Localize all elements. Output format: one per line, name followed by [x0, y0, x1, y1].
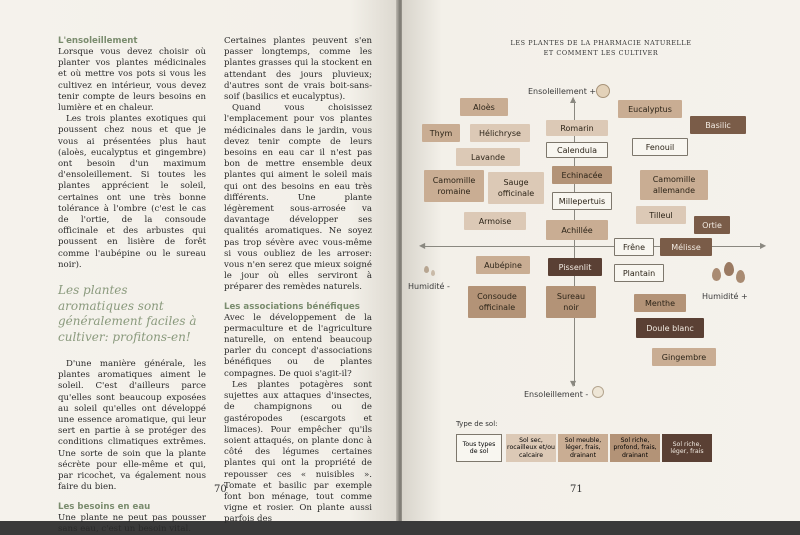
- plant-sureau: Sureau noir: [546, 286, 596, 318]
- page-number-left: 70: [214, 484, 227, 495]
- plant-doule: Doule blanc: [636, 318, 704, 338]
- plant-aubepine: Aubépine: [476, 256, 530, 274]
- paragraph: D'une manière générale, les plantes aromatiques aiment le soleil. C'est d'ailleurs parce qu'elles sont beaucoup exposées au soleil qu'elles ont développé une essence aromatique, qui leur sert en partie à se protéger des conditions climatiques extrêmes. Une sorte de soin que la plante sécrète pour elle-même et qui, par ricochet, va également nous faire du bien.: [58, 359, 206, 493]
- plant-romarin: Romarin: [546, 120, 608, 136]
- heading-besoins-eau: Les besoins en eau: [58, 501, 151, 512]
- axis-label-right: Humidité +: [702, 292, 748, 301]
- plant-camomille-allemande: Camomille allemande: [640, 170, 708, 200]
- page-title: [402, 38, 800, 58]
- heading-ensoleillement: L'ensoleillement: [58, 36, 138, 46]
- plant-millepertuis: Millepertuis: [552, 192, 612, 210]
- right-page: [402, 0, 800, 521]
- left-column-1: [58, 36, 206, 535]
- arrow-up-icon: ▲: [570, 95, 577, 104]
- plant-frene: Frêne: [614, 238, 654, 256]
- plant-tilleul: Tilleul: [636, 206, 686, 224]
- plant-thym: Thym: [422, 124, 460, 142]
- axis-label-top: Ensoleillement +: [528, 87, 597, 96]
- plant-aloes: Aloès: [460, 98, 508, 116]
- axis-label-bottom: Ensoleillement -: [524, 390, 589, 399]
- page-number-right: 71: [570, 484, 583, 495]
- paragraph: Certaines plantes peuvent s'en passer longtemps, comme les plantes grasses qui la stockent en attendant des jours pluvieux; d'autres sont de vrais boit-sans-soif (basilics et eucalyptus).: [224, 36, 372, 103]
- plant-fenouil: Fenouil: [632, 138, 688, 156]
- arrow-down-icon: ▼: [570, 379, 577, 388]
- plant-helichryse: Hélichryse: [470, 124, 530, 142]
- water-drop-icon: [424, 266, 429, 273]
- legend-item-sol-meuble: Sol meuble, léger, frais, drainant: [558, 434, 608, 462]
- plant-armoise: Armoise: [464, 212, 526, 230]
- water-drop-icon: [712, 268, 721, 281]
- plant-menthe: Menthe: [634, 294, 686, 312]
- page-title-line-2: ET COMMENT LES CULTIVER: [543, 49, 659, 57]
- plant-gingembre: Gingembre: [652, 348, 716, 366]
- plant-plantain: Plantain: [614, 264, 664, 282]
- plant-melisse: Mélisse: [660, 238, 712, 256]
- plant-achillee: Achillée: [546, 220, 608, 240]
- paragraph: Une plante ne peut pas pousser sans eau, c'est un besoin vital.: [58, 512, 206, 534]
- legend-item-tous-types: Tous types de sol: [456, 434, 502, 462]
- plant-pissenlit: Pissenlit: [548, 258, 602, 276]
- plant-echinacee: Echinacée: [552, 166, 612, 184]
- arrow-left-icon: ◀: [419, 241, 426, 250]
- horizontal-axis: [424, 246, 764, 247]
- plant-lavande: Lavande: [456, 148, 520, 166]
- water-drop-icon: [736, 270, 745, 283]
- page-title-line-1: LES PLANTES DE LA PHARMACIE NATURELLE: [510, 39, 692, 47]
- pull-quote: Les plantes aromatiques sont généralement faciles à cultiver: profitons-en!: [58, 283, 197, 344]
- legend-item-sol-riche-leger: Sol riche, léger, frais: [662, 434, 712, 462]
- plant-eucalyptus: Eucalyptus: [618, 100, 682, 118]
- left-column-2: [224, 36, 372, 526]
- paragraph: Avec le développement de la permaculture et de l'agriculture naturelle, on entend beaucoup parler du concept d'associations bénéfiques ou de plantes compagnes. De quoi s'agit-il?: [224, 312, 372, 379]
- water-drop-icon: [431, 270, 435, 276]
- plant-camomille-romaine: Camomille romaine: [424, 170, 484, 202]
- paragraph: Les plantes potagères sont sujettes aux attaques d'insectes, de champignons ou de gastéropodes (escargots et limaces). Pour empêcher qu'ils soient attaqués, on plante donc à côté des légumes certaines plantes qui ont la propriété de repousser ces « nuisibles ». Tomate et basilic par exemple font bon ménage, tout comme vigne et rosier. On plante aussi parfois des: [224, 379, 372, 525]
- plant-calendula: Calendula: [546, 142, 608, 158]
- heading-associations: Les associations bénéfiques: [224, 301, 360, 312]
- plant-sauge: Sauge officinale: [488, 172, 544, 204]
- legend-item-sol-sec: Sol sec, rocailleux et/ou calcaire: [506, 434, 556, 462]
- arrow-right-icon: ▶: [760, 241, 767, 250]
- sun-icon: [596, 84, 610, 98]
- plant-consoude: Consoude officinale: [468, 286, 526, 318]
- legend-title: Type de sol:: [456, 420, 498, 428]
- plant-basilic: Basilic: [690, 116, 746, 134]
- legend-item-sol-riche-profond: Sol riche, profond, frais, drainant: [610, 434, 660, 462]
- paragraph: Lorsque vous devez choisir où planter vos plantes médicinales et où mettre vos pots si vous les cultivez en intérieur, vous devez tenir compte de leurs besoins en lumière et en chaleur.: [58, 47, 206, 114]
- paragraph: Quand vous choisissez l'emplacement pour vos plantes médicinales dans le jardin, vous devez tenir compte de leurs besoins en eau car il n'est pas bon de mettre ensemble deux plantes qui aiment le soleil mais qui ont des besoins en eau très différents. Une plante légèrement sous-arrosée va davantage développer ses qualités aromatiques. Ne soyez pas trop sévère avec vous-même si vous oubliez de les arroser: vous n'en serez que mieux soigné le jour où elles serviront à préparer des remèdes naturels.: [224, 103, 372, 293]
- left-page: [0, 0, 398, 534]
- axis-label-left: Humidité -: [408, 282, 450, 291]
- paragraph: Les trois plantes exotiques qui poussent chez nous et que je vous ai présentées plus haut (aloès, eucalyptus et gingembre) ont besoin d'un maximum d'ensoleillement. Si toutes les plantes apprécient le soleil, certaines ont une très bonne tolérance à l'ombre (c'est le cas de l'ortie, de la consoude officinale et des arbustes qui poussent en lisière de forêt comme l'aubépine ou le sureau noir).: [58, 114, 206, 270]
- water-drop-icon: [724, 262, 734, 276]
- sun-faded-icon: [592, 386, 604, 398]
- plant-ortie: Ortie: [694, 216, 730, 234]
